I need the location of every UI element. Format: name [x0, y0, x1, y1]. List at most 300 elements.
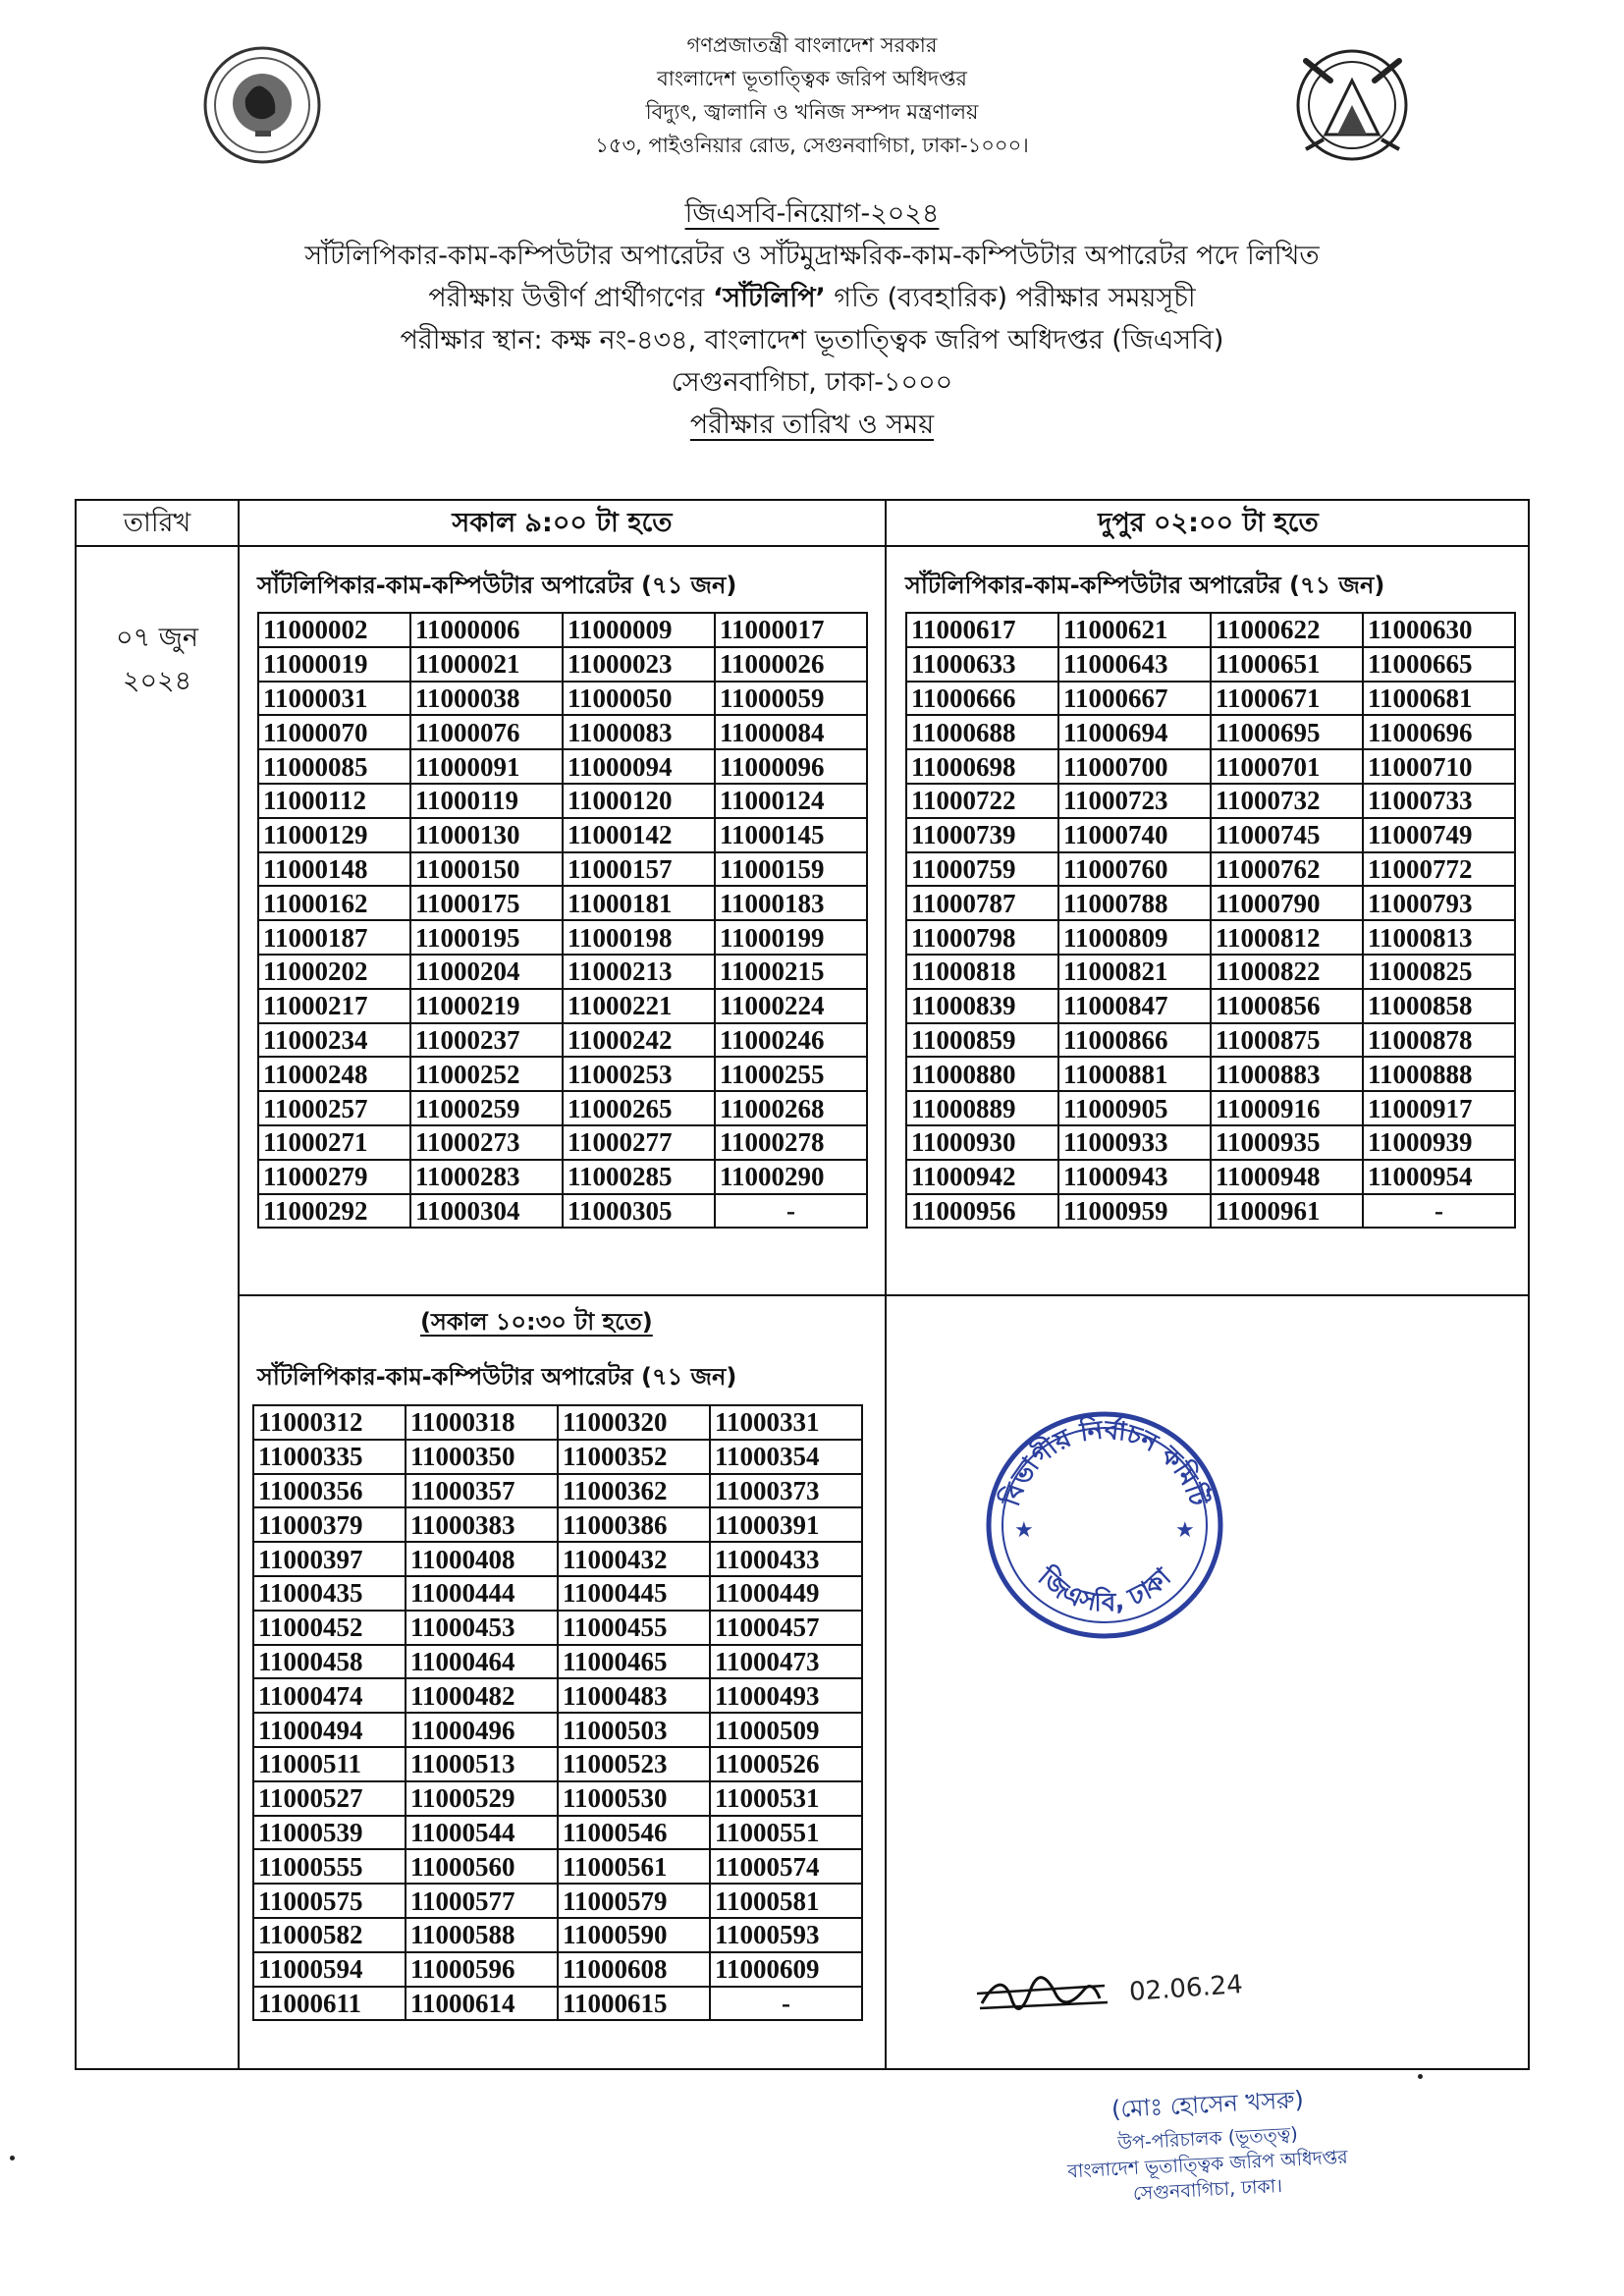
roll-number-cell: 11000195 — [410, 920, 563, 955]
divider-second-session — [238, 1294, 1530, 1296]
table-row — [258, 749, 867, 784]
roll-number-cell: 11000199 — [715, 920, 867, 955]
header-line-address: ১৫৩, পাইওনিয়ার রোড, সেগুনবাগিচা, ঢাকা-১০০০। — [595, 134, 1029, 157]
roll-number-cell: 11000278 — [715, 1125, 867, 1160]
svg-text:★: ★ — [1175, 1518, 1195, 1543]
roll-number-cell: 11000482 — [406, 1678, 558, 1713]
reference-number: জিএসবি-নিয়োগ-২০২৪ — [684, 198, 940, 229]
roll-number-cell: 11000268 — [715, 1091, 867, 1125]
roll-number-cell: 11000070 — [258, 715, 410, 749]
date-time-heading: পরীক্ষার তারিখ ও সময় — [689, 410, 935, 440]
roll-number-cell: 11000523 — [558, 1747, 710, 1781]
roll-number-cell: 11000318 — [406, 1405, 558, 1440]
roll-number-cell: 11000594 — [253, 1952, 406, 1987]
signature-date: 02.06.24 — [1128, 1969, 1244, 2008]
roll-number-cell: 11000076 — [410, 715, 563, 749]
table-row — [906, 1057, 1515, 1091]
roll-number-cell: 11000939 — [1363, 1125, 1515, 1160]
table-row — [253, 1987, 862, 2021]
table-row — [258, 682, 867, 716]
roll-number-cell: 11000760 — [1058, 852, 1211, 887]
divider-session-col — [885, 499, 887, 2070]
table-row — [906, 682, 1515, 716]
roll-number-cell: 11000452 — [253, 1611, 406, 1645]
roll-number-cell: 11000772 — [1363, 852, 1515, 887]
roll-number-cell: 11000694 — [1058, 715, 1211, 749]
roll-number-cell: 11000509 — [710, 1713, 862, 1747]
roll-number-cell: 11000383 — [406, 1507, 558, 1542]
roll-number-cell: 11000198 — [563, 920, 715, 955]
header-line-ministry: বিদ্যুৎ, জ্বালানি ও খনিজ সম্পদ মন্ত্রণালয় — [645, 100, 979, 124]
roll-number-cell: 11000577 — [406, 1884, 558, 1918]
roll-number-cell: 11000242 — [563, 1023, 715, 1058]
roll-number-cell: 11000948 — [1211, 1160, 1363, 1194]
roll-number-cell: 11000017 — [715, 613, 867, 647]
roll-number-cell: 11000157 — [563, 852, 715, 887]
roll-number-cell: 11000444 — [406, 1576, 558, 1611]
roll-number-cell: 11000617 — [906, 613, 1058, 647]
table-row — [253, 1952, 862, 1987]
roll-number-cell: 11000290 — [715, 1160, 867, 1194]
roll-number-cell: 11000539 — [253, 1816, 406, 1850]
roll-number-cell: 11000581 — [710, 1884, 862, 1918]
roll-number-cell: 11000435 — [253, 1576, 406, 1611]
roll-number-cell: 11000217 — [258, 989, 410, 1023]
roll-number-cell: 11000120 — [563, 784, 715, 818]
roll-number-cell: 11000002 — [258, 613, 410, 647]
roll-number-cell: 11000698 — [906, 749, 1058, 784]
roll-number-cell: 11000259 — [410, 1091, 563, 1125]
table-row — [253, 1542, 862, 1576]
roll-number-cell: 11000465 — [558, 1645, 710, 1679]
speck — [1418, 2074, 1423, 2079]
roll-number-cell: 11000596 — [406, 1952, 558, 1987]
afternoon-group-title: সাঁটলিপিকার-কাম-কম্পিউটার অপারেটর (৭১ জন) — [905, 572, 1385, 599]
table-row — [253, 1405, 862, 1440]
table-row — [253, 1747, 862, 1781]
roll-number-cell: - — [715, 1194, 867, 1229]
roll-number-cell: 11000880 — [906, 1057, 1058, 1091]
roll-number-cell: 11000762 — [1211, 852, 1363, 887]
table-row — [253, 1507, 862, 1542]
table-row — [258, 1091, 867, 1125]
roll-number-cell: 11000219 — [410, 989, 563, 1023]
header-line-dept: বাংলাদেশ ভূতাত্ত্বিক জরিপ অধিদপ্তর — [657, 67, 967, 90]
officer-stamp — [1011, 2087, 1404, 2203]
roll-number-cell: 11000878 — [1363, 1023, 1515, 1058]
roll-number-cell: 11000026 — [715, 647, 867, 682]
table-row — [253, 1713, 862, 1747]
roll-number-cell: 11000362 — [558, 1474, 710, 1508]
roll-number-cell: 11000224 — [715, 989, 867, 1023]
table-row — [906, 1194, 1515, 1229]
roll-number-cell: 11000847 — [1058, 989, 1211, 1023]
roll-number-cell: - — [1363, 1194, 1515, 1229]
roll-number-cell: 11000357 — [406, 1474, 558, 1508]
table-row — [906, 955, 1515, 989]
roll-number-cell: 11000609 — [710, 1952, 862, 1987]
table-row — [258, 989, 867, 1023]
roll-number-cell: 11000019 — [258, 647, 410, 682]
roll-number-cell: 11000825 — [1363, 955, 1515, 989]
roll-number-cell: 11000283 — [410, 1160, 563, 1194]
roll-number-cell: 11000213 — [563, 955, 715, 989]
roll-number-cell: 11000809 — [1058, 920, 1211, 955]
roll-number-cell: 11000614 — [406, 1987, 558, 2021]
roll-number-cell: 11000560 — [406, 1849, 558, 1884]
roll-number-cell: 11000373 — [710, 1474, 862, 1508]
roll-number-cell: 11000246 — [715, 1023, 867, 1058]
roll-number-cell: 11000145 — [715, 818, 867, 852]
roll-number-cell: 11000091 — [410, 749, 563, 784]
table-row — [253, 1816, 862, 1850]
roll-number-cell: 11000181 — [563, 886, 715, 920]
table-row — [258, 955, 867, 989]
table-row — [258, 818, 867, 852]
roll-number-cell: 11000812 — [1211, 920, 1363, 955]
roll-number-cell: 11000839 — [906, 989, 1058, 1023]
roll-number-cell: 11000496 — [406, 1713, 558, 1747]
table-row — [258, 613, 867, 647]
roll-number-cell: 11000608 — [558, 1952, 710, 1987]
table-row — [906, 715, 1515, 749]
roll-number-cell: 11000271 — [258, 1125, 410, 1160]
table-row — [906, 1091, 1515, 1125]
roll-number-cell: 11000483 — [558, 1678, 710, 1713]
notice-title — [0, 192, 1624, 446]
table-row — [253, 1918, 862, 1952]
roll-number-cell: 11000788 — [1058, 886, 1211, 920]
roll-number-cell: 11000257 — [258, 1091, 410, 1125]
table-row — [258, 784, 867, 818]
roll-number-cell: 11000916 — [1211, 1091, 1363, 1125]
roll-number-cell: 11000397 — [253, 1542, 406, 1576]
roll-number-cell: 11000335 — [253, 1440, 406, 1474]
table-row — [906, 647, 1515, 682]
roll-number-cell: 11000204 — [410, 955, 563, 989]
roll-number-cell: 11000739 — [906, 818, 1058, 852]
roll-number-cell: 11000050 — [563, 682, 715, 716]
roll-number-cell: 11000112 — [258, 784, 410, 818]
roll-number-cell: 11000292 — [258, 1194, 410, 1229]
roll-number-cell: 11000681 — [1363, 682, 1515, 716]
roll-number-cell: 11000575 — [253, 1884, 406, 1918]
roll-number-cell: 11000473 — [710, 1645, 862, 1679]
roll-number-cell: 11000221 — [563, 989, 715, 1023]
speck — [10, 2156, 15, 2160]
table-row — [253, 1474, 862, 1508]
roll-number-cell: 11000745 — [1211, 818, 1363, 852]
roll-number-cell: 11000651 — [1211, 647, 1363, 682]
roll-number-cell: 11000961 — [1211, 1194, 1363, 1229]
roll-number-cell: 11000009 — [563, 613, 715, 647]
roll-number-cell: 11000094 — [563, 749, 715, 784]
roll-number-cell: 11000787 — [906, 886, 1058, 920]
roll-number-cell: 11000889 — [906, 1091, 1058, 1125]
roll-number-cell: 11000083 — [563, 715, 715, 749]
table-row — [253, 1611, 862, 1645]
table-row — [253, 1440, 862, 1474]
roll-number-cell: 11000277 — [563, 1125, 715, 1160]
table-row — [258, 1057, 867, 1091]
roll-number-cell: 11000031 — [258, 682, 410, 716]
roll-number-cell: 11000633 — [906, 647, 1058, 682]
table-row — [258, 1194, 867, 1229]
roll-number-cell: 11000320 — [558, 1405, 710, 1440]
roll-number-cell: 11000695 — [1211, 715, 1363, 749]
roll-number-cell: 11000793 — [1363, 886, 1515, 920]
roll-number-cell: 11000942 — [906, 1160, 1058, 1194]
roll-number-cell: 11000006 — [410, 613, 563, 647]
col-header-afternoon: দুপুর ০২:০০ টা হতে — [1098, 508, 1319, 538]
roll-number-cell: 11000579 — [558, 1884, 710, 1918]
roll-number-cell: 11000710 — [1363, 749, 1515, 784]
roll-number-cell: 11000252 — [410, 1057, 563, 1091]
roll-number-cell: 11000021 — [410, 647, 563, 682]
roll-number-cell: 11000574 — [710, 1849, 862, 1884]
header-line-govt: গণপ্রজাতন্ত্রী বাংলাদেশ সরকার — [686, 33, 938, 57]
afternoon-roll-table — [905, 612, 1516, 1229]
roll-number-cell: 11000643 — [1058, 647, 1211, 682]
table-row — [253, 1849, 862, 1884]
roll-number-cell: 11000391 — [710, 1507, 862, 1542]
table-row — [258, 1125, 867, 1160]
table-row — [906, 818, 1515, 852]
table-row — [906, 613, 1515, 647]
roll-number-cell: 11000119 — [410, 784, 563, 818]
roll-number-cell: 11000433 — [710, 1542, 862, 1576]
table-row — [906, 920, 1515, 955]
roll-number-cell: 11000352 — [558, 1440, 710, 1474]
roll-number-cell: 11000526 — [710, 1747, 862, 1781]
roll-number-cell: 11000265 — [563, 1091, 715, 1125]
committee-seal-bottom-text: জিএসবি, ঢাকা — [1032, 1562, 1177, 1618]
exam-venue: পরীক্ষার স্থান: কক্ষ নং-৪৩৪, বাংলাদেশ ভূতাত্ত্বিক জরিপ অধিদপ্তর (জিএসবি) — [400, 325, 1224, 355]
roll-number-cell: 11000354 — [710, 1440, 862, 1474]
roll-number-cell: 11000561 — [558, 1849, 710, 1884]
roll-number-cell: 11000305 — [563, 1194, 715, 1229]
committee-seal-top-text: বিভাগীয় নির্বাচন কমিটি — [996, 1415, 1214, 1510]
title-line-2: পরীক্ষায় উত্তীর্ণ প্রার্থীগণের ‘সাঁটলিপি’ গতি (ব্যবহারিক) পরীক্ষার সময়সূচী — [428, 283, 1196, 313]
roll-number-cell: 11000859 — [906, 1023, 1058, 1058]
roll-number-cell: 11000881 — [1058, 1057, 1211, 1091]
roll-number-cell: 11000530 — [558, 1781, 710, 1816]
title-line-1: সাঁটলিপিকার-কাম-কম্পিউটার অপারেটর ও সাঁটমুদ্রাক্ষরিক-কাম-কম্পিউটার অপারেটর পদে লিখিত — [304, 241, 1320, 271]
roll-number-cell: 11000096 — [715, 749, 867, 784]
roll-number-cell: 11000255 — [715, 1057, 867, 1091]
roll-number-cell: 11000555 — [253, 1849, 406, 1884]
roll-number-cell: 11000790 — [1211, 886, 1363, 920]
roll-number-cell: 11000457 — [710, 1611, 862, 1645]
roll-number-cell: 11000059 — [715, 682, 867, 716]
table-row — [906, 784, 1515, 818]
table-row — [906, 852, 1515, 887]
table-row — [253, 1645, 862, 1679]
roll-number-cell: 11000866 — [1058, 1023, 1211, 1058]
roll-number-cell: 11000700 — [1058, 749, 1211, 784]
roll-number-cell: 11000175 — [410, 886, 563, 920]
roll-number-cell: 11000350 — [406, 1440, 558, 1474]
roll-number-cell: 11000124 — [715, 784, 867, 818]
table-row — [258, 647, 867, 682]
roll-number-cell: 11000858 — [1363, 989, 1515, 1023]
divider-date-col — [238, 499, 240, 2070]
roll-number-cell: 11000582 — [253, 1918, 406, 1952]
committee-seal — [977, 1399, 1232, 1645]
roll-number-cell: 11000959 — [1058, 1194, 1211, 1229]
table-row — [258, 1023, 867, 1058]
roll-number-cell: 11000722 — [906, 784, 1058, 818]
roll-number-cell: 11000531 — [710, 1781, 862, 1816]
table-row — [906, 1160, 1515, 1194]
roll-number-cell: 11000432 — [558, 1542, 710, 1576]
table-row — [906, 749, 1515, 784]
roll-number-cell: 11000449 — [710, 1576, 862, 1611]
roll-number-cell: 11000455 — [558, 1611, 710, 1645]
roll-number-cell: 11000458 — [253, 1645, 406, 1679]
roll-number-cell: 11000935 — [1211, 1125, 1363, 1160]
roll-number-cell: 11000732 — [1211, 784, 1363, 818]
roll-number-cell: 11000511 — [253, 1747, 406, 1781]
table-row — [258, 852, 867, 887]
roll-number-cell: 11000933 — [1058, 1125, 1211, 1160]
table-row — [253, 1781, 862, 1816]
table-row — [258, 1160, 867, 1194]
table-row — [253, 1678, 862, 1713]
roll-number-cell: 11000667 — [1058, 682, 1211, 716]
late-morning-group-title: সাঁটলিপিকার-কাম-কম্পিউটার অপারেটর (৭১ জন) — [257, 1363, 737, 1391]
table-row — [253, 1884, 862, 1918]
morning-group-title: সাঁটলিপিকার-কাম-কম্পিউটার অপারেটর (৭১ জন) — [257, 572, 737, 599]
roll-number-cell: 11000759 — [906, 852, 1058, 887]
table-row — [906, 989, 1515, 1023]
svg-text:★: ★ — [1014, 1518, 1034, 1543]
col-header-morning: সকাল ৯:০০ টা হতে — [452, 508, 673, 538]
roll-number-cell: 11000875 — [1211, 1023, 1363, 1058]
roll-number-cell: 11000215 — [715, 955, 867, 989]
roll-number-cell: 11000917 — [1363, 1091, 1515, 1125]
roll-number-cell: 11000821 — [1058, 955, 1211, 989]
roll-number-cell: 11000253 — [563, 1057, 715, 1091]
roll-number-cell: 11000202 — [258, 955, 410, 989]
roll-number-cell: 11000474 — [253, 1678, 406, 1713]
roll-number-cell: 11000023 — [563, 647, 715, 682]
officer-location: সেগুনবাগিচা, ঢাকা। — [1132, 2175, 1283, 2205]
roll-number-cell: 11000733 — [1363, 784, 1515, 818]
roll-number-cell: 11000142 — [563, 818, 715, 852]
roll-number-cell: 11000084 — [715, 715, 867, 749]
divider-header-row — [75, 545, 1530, 547]
roll-number-cell: 11000279 — [258, 1160, 410, 1194]
late-morning-roll-table — [252, 1404, 863, 2021]
col-header-date: তারিখ — [123, 508, 191, 538]
officer-office: বাংলাদেশ ভূতাত্ত্বিক জরিপ অধিদপ্তর — [1066, 2146, 1349, 2183]
roll-number-cell: 11000237 — [410, 1023, 563, 1058]
roll-number-cell: 11000493 — [710, 1678, 862, 1713]
roll-number-cell: 11000273 — [410, 1125, 563, 1160]
roll-number-cell: 11000544 — [406, 1816, 558, 1850]
roll-number-cell: 11000148 — [258, 852, 410, 887]
roll-number-cell: - — [710, 1987, 862, 2021]
roll-number-cell: 11000822 — [1211, 955, 1363, 989]
roll-number-cell: 11000593 — [710, 1918, 862, 1952]
roll-number-cell: 11000930 — [906, 1125, 1058, 1160]
roll-number-cell: 11000954 — [1363, 1160, 1515, 1194]
roll-number-cell: 11000740 — [1058, 818, 1211, 852]
letterhead — [0, 31, 1624, 165]
roll-number-cell: 11000611 — [253, 1987, 406, 2021]
table-row — [258, 920, 867, 955]
roll-number-cell: 11000943 — [1058, 1160, 1211, 1194]
roll-number-cell: 11000696 — [1363, 715, 1515, 749]
roll-number-cell: 11000356 — [253, 1474, 406, 1508]
roll-number-cell: 11000304 — [410, 1194, 563, 1229]
roll-number-cell: 11000666 — [906, 682, 1058, 716]
officer-name: (মোঃ হোসেন খসরু) — [1110, 2085, 1305, 2124]
roll-number-cell: 11000312 — [253, 1405, 406, 1440]
roll-number-cell: 11000386 — [558, 1507, 710, 1542]
roll-number-cell: 11000590 — [558, 1918, 710, 1952]
roll-number-cell: 11000856 — [1211, 989, 1363, 1023]
roll-number-cell: 11000408 — [406, 1542, 558, 1576]
table-row — [253, 1576, 862, 1611]
roll-number-cell: 11000183 — [715, 886, 867, 920]
roll-number-cell: 11000085 — [258, 749, 410, 784]
roll-number-cell: 11000130 — [410, 818, 563, 852]
roll-number-cell: 11000503 — [558, 1713, 710, 1747]
roll-number-cell: 11000513 — [406, 1747, 558, 1781]
roll-number-cell: 11000621 — [1058, 613, 1211, 647]
roll-number-cell: 11000798 — [906, 920, 1058, 955]
roll-number-cell: 11000527 — [253, 1781, 406, 1816]
morning-roll-table — [257, 612, 868, 1229]
table-row — [906, 1023, 1515, 1058]
roll-number-cell: 11000622 — [1211, 613, 1363, 647]
exam-date: ০৭ জুন ২০২৪ — [116, 623, 198, 696]
roll-number-cell: 11000551 — [710, 1816, 862, 1850]
table-row — [906, 886, 1515, 920]
roll-number-cell: 11000234 — [258, 1023, 410, 1058]
table-row — [258, 715, 867, 749]
table-row — [258, 886, 867, 920]
officer-designation: উপ-পরিচালক (ভূতত্ত্ব) — [1116, 2123, 1299, 2155]
roll-number-cell: 11000248 — [258, 1057, 410, 1091]
late-morning-time: (সকাল ১০:৩০ টা হতে) — [420, 1308, 653, 1336]
exam-venue-city: সেগুনবাগিচা, ঢাকা-১০০০ — [671, 367, 953, 398]
roll-number-cell: 11000529 — [406, 1781, 558, 1816]
roll-number-cell: 11000956 — [906, 1194, 1058, 1229]
roll-number-cell: 11000162 — [258, 886, 410, 920]
roll-number-cell: 11000749 — [1363, 818, 1515, 852]
roll-number-cell: 11000671 — [1211, 682, 1363, 716]
roll-number-cell: 11000331 — [710, 1405, 862, 1440]
roll-number-cell: 11000494 — [253, 1713, 406, 1747]
roll-number-cell: 11000379 — [253, 1507, 406, 1542]
roll-number-cell: 11000159 — [715, 852, 867, 887]
roll-number-cell: 11000723 — [1058, 784, 1211, 818]
roll-number-cell: 11000038 — [410, 682, 563, 716]
roll-number-cell: 11000445 — [558, 1576, 710, 1611]
roll-number-cell: 11000818 — [906, 955, 1058, 989]
roll-number-cell: 11000883 — [1211, 1057, 1363, 1091]
roll-number-cell: 11000285 — [563, 1160, 715, 1194]
roll-number-cell: 11000464 — [406, 1645, 558, 1679]
roll-number-cell: 11000453 — [406, 1611, 558, 1645]
roll-number-cell: 11000187 — [258, 920, 410, 955]
roll-number-cell: 11000665 — [1363, 647, 1515, 682]
roll-number-cell: 11000630 — [1363, 613, 1515, 647]
roll-number-cell: 11000615 — [558, 1987, 710, 2021]
